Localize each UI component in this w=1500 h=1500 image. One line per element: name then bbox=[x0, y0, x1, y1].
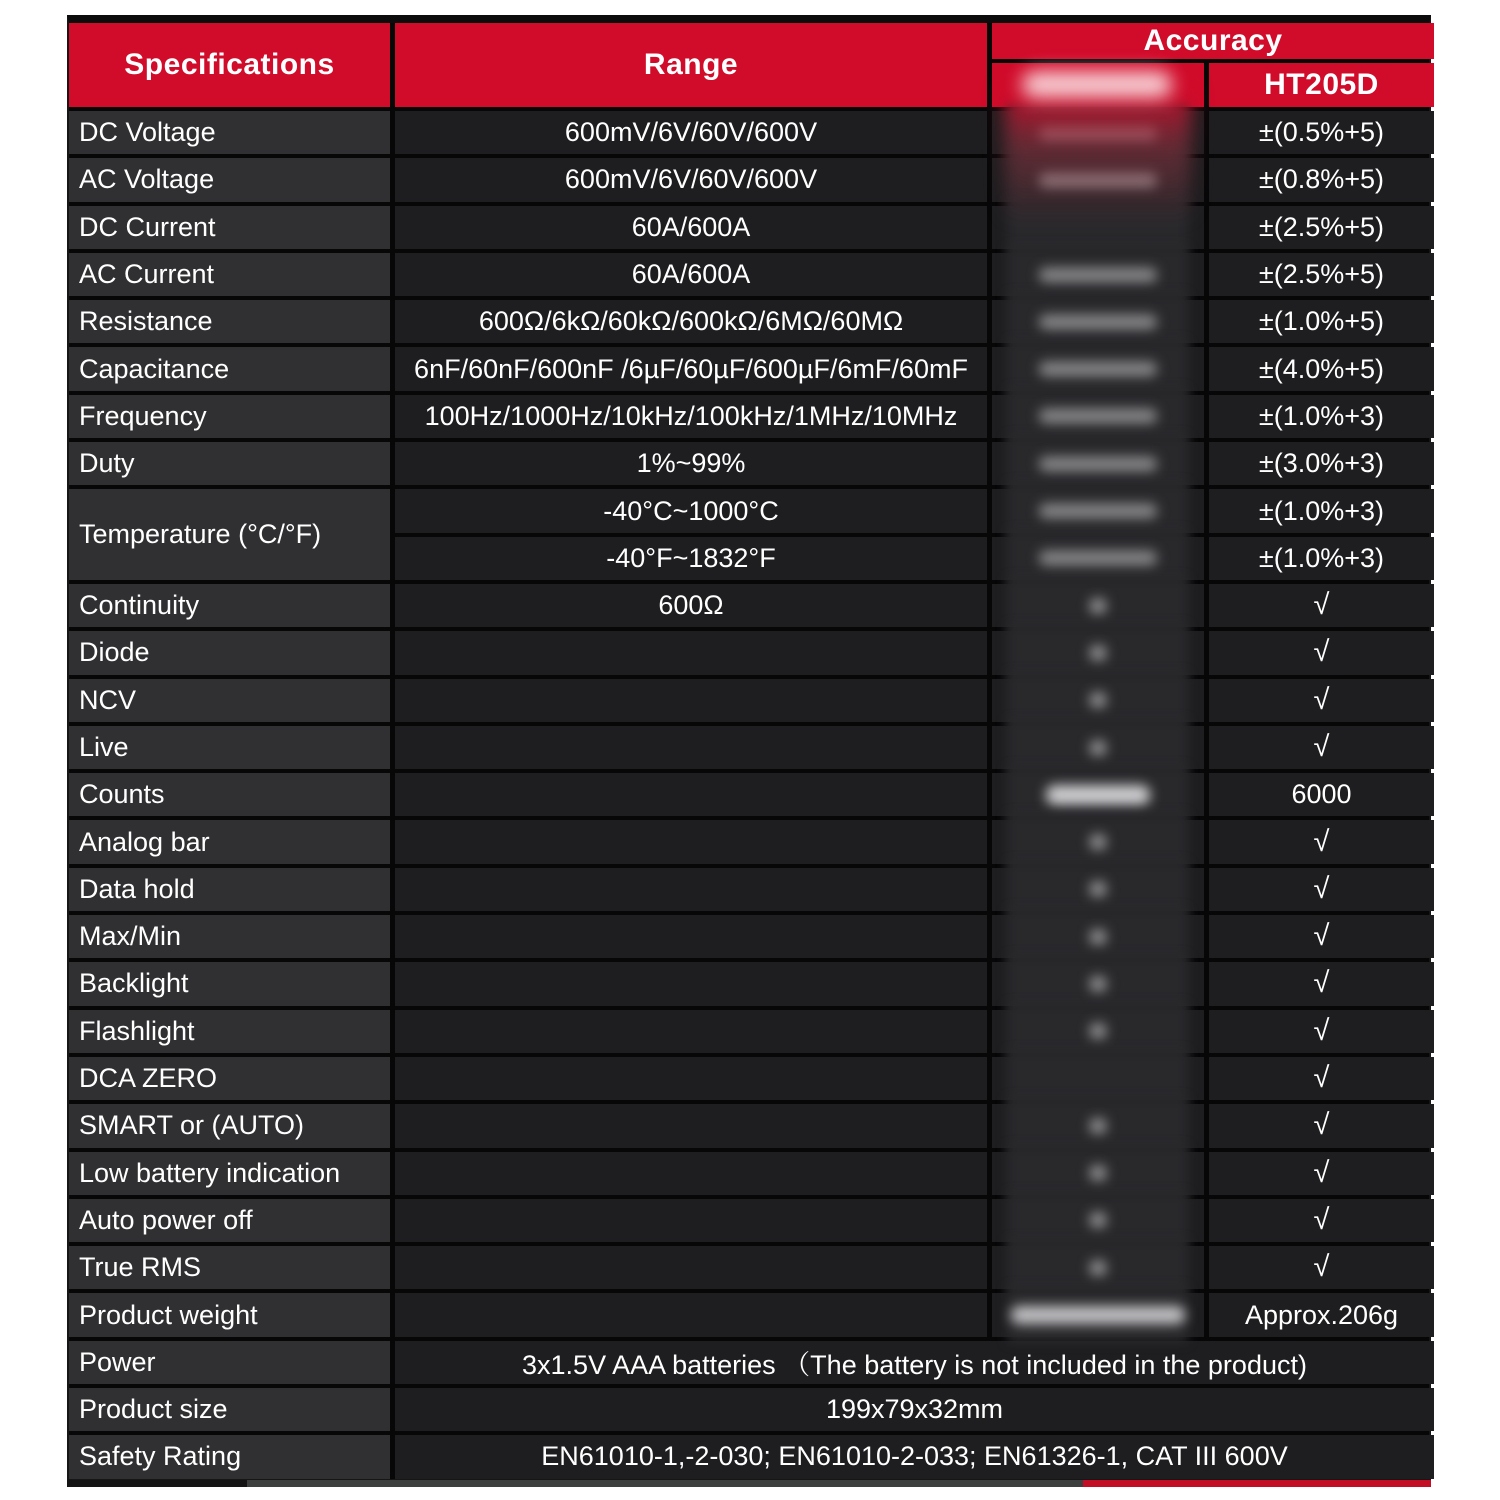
redacted-cell bbox=[992, 773, 1204, 816]
full-span-value-cell-text: 199x79x32mm bbox=[825, 1394, 1004, 1425]
accuracy-value-cell-text: √ bbox=[1313, 825, 1330, 858]
accuracy-value-cell bbox=[1209, 868, 1434, 911]
redacted-cell bbox=[992, 1246, 1204, 1289]
accuracy-value-cell bbox=[1209, 679, 1434, 722]
redacted-blob bbox=[1090, 976, 1106, 991]
spec-label-cell-text: True RMS bbox=[79, 1252, 202, 1283]
accuracy-value-cell bbox=[1209, 1010, 1434, 1053]
redacted-blob bbox=[1039, 551, 1157, 566]
spec-label-cell-text: Temperature (°C/°F) bbox=[79, 519, 322, 550]
range-cell bbox=[395, 679, 987, 722]
accuracy-value-cell-text: √ bbox=[1313, 731, 1330, 763]
accuracy-value-cell bbox=[1209, 111, 1434, 154]
spec-label-cell bbox=[69, 489, 390, 580]
accuracy-value-cell bbox=[1209, 1152, 1434, 1195]
range-cell-text: 600Ω bbox=[658, 590, 724, 621]
redacted-cell bbox=[992, 158, 1204, 201]
full-span-value-cell-text: 3x1.5V AAA batteries （The battery is not included in the product) bbox=[522, 1349, 1307, 1380]
spec-label-cell-text: Diode bbox=[79, 637, 150, 668]
full-span-value-cell bbox=[395, 1388, 1434, 1431]
header-specifications: Specifications bbox=[69, 23, 390, 107]
spec-label-cell-text: Live bbox=[79, 732, 129, 762]
redacted-blob bbox=[1046, 785, 1150, 805]
spec-label-cell bbox=[69, 868, 390, 911]
spec-label-cell-text: Product size bbox=[79, 1394, 228, 1425]
header-model-redacted bbox=[992, 63, 1204, 107]
accuracy-value-cell-text: √ bbox=[1313, 683, 1330, 716]
redacted-cell bbox=[992, 962, 1204, 1005]
range-cell-text: 600Ω/6kΩ/60kΩ/600kΩ/6MΩ/60MΩ bbox=[478, 306, 904, 337]
redacted-cell bbox=[992, 1104, 1204, 1147]
spec-label-cell bbox=[69, 253, 390, 296]
range-cell bbox=[395, 442, 987, 485]
range-cell-text: 1%~99% bbox=[636, 448, 746, 479]
spec-label-cell bbox=[69, 347, 390, 390]
redacted-blob bbox=[1090, 1118, 1106, 1133]
redacted-cell bbox=[992, 253, 1204, 296]
spec-label-cell-text: Frequency bbox=[79, 400, 207, 431]
redacted-cell bbox=[992, 442, 1204, 485]
spec-label-cell bbox=[69, 158, 390, 201]
accuracy-value-cell bbox=[1209, 1246, 1434, 1289]
redacted-blob bbox=[1090, 1260, 1106, 1275]
accuracy-value-cell-text: √ bbox=[1313, 636, 1330, 669]
redacted-cell bbox=[992, 206, 1204, 249]
range-cell bbox=[395, 915, 987, 958]
accuracy-value-cell-text: ±(1.0%+3) bbox=[1258, 400, 1385, 431]
full-span-value-cell bbox=[395, 1341, 1434, 1384]
accuracy-value-cell-text: √ bbox=[1313, 872, 1330, 905]
spec-table bbox=[67, 15, 1431, 1481]
spec-label-cell-text: Data hold bbox=[79, 873, 195, 904]
accuracy-value-cell-text: √ bbox=[1313, 967, 1330, 1000]
spec-label-cell-text: Continuity bbox=[79, 590, 200, 621]
range-cell bbox=[395, 253, 987, 296]
range-cell bbox=[395, 1010, 987, 1053]
spec-label-cell bbox=[69, 206, 390, 249]
accuracy-value-cell bbox=[1209, 820, 1434, 863]
accuracy-value-cell-text: Approx.206g bbox=[1244, 1299, 1399, 1330]
range-cell-text: -40°C~1000°C bbox=[603, 495, 779, 526]
accuracy-value-cell-text: √ bbox=[1313, 1156, 1330, 1189]
range-cell bbox=[395, 489, 987, 532]
redacted-cell bbox=[992, 584, 1204, 627]
spec-label-cell-text: Auto power off bbox=[79, 1204, 253, 1235]
redacted-blob bbox=[1090, 929, 1106, 944]
accuracy-value-cell bbox=[1209, 395, 1434, 438]
spec-label-cell bbox=[69, 679, 390, 722]
accuracy-value-cell-text: ±(2.5%+5) bbox=[1258, 211, 1385, 242]
redacted-cell bbox=[992, 915, 1204, 958]
accuracy-value-cell bbox=[1209, 1293, 1434, 1336]
accuracy-value-cell-text: √ bbox=[1313, 1251, 1330, 1284]
spec-label-cell bbox=[69, 1010, 390, 1053]
spec-label-cell-text: Power bbox=[79, 1346, 156, 1377]
range-cell bbox=[395, 395, 987, 438]
spec-label-cell bbox=[69, 1057, 390, 1100]
redacted-blob bbox=[1039, 314, 1157, 329]
accuracy-value-cell bbox=[1209, 1104, 1434, 1147]
accuracy-value-cell bbox=[1209, 347, 1434, 390]
accuracy-value-cell bbox=[1209, 726, 1434, 769]
range-cell bbox=[395, 206, 987, 249]
spec-label-cell bbox=[69, 1388, 390, 1431]
bottom-strip-red-segment bbox=[1083, 1480, 1431, 1487]
accuracy-value-cell-text: ±(0.8%+5) bbox=[1258, 164, 1385, 195]
spec-label-cell-text: Duty bbox=[79, 448, 135, 479]
spec-label-cell-text: DCA ZERO bbox=[79, 1063, 218, 1094]
redacted-blob bbox=[1090, 1213, 1106, 1228]
accuracy-value-cell-text: √ bbox=[1313, 1014, 1330, 1047]
range-cell bbox=[395, 111, 987, 154]
redacted-cell bbox=[992, 1152, 1204, 1195]
spec-label-cell bbox=[69, 915, 390, 958]
spec-label-cell-text: AC Current bbox=[79, 259, 215, 290]
spec-label-cell-text: Flashlight bbox=[79, 1015, 195, 1046]
range-cell-text: 60A/600A bbox=[631, 259, 751, 290]
redacted-cell bbox=[992, 1057, 1204, 1100]
range-cell-text: 100Hz/1000Hz/10kHz/100kHz/1MHz/10MHz bbox=[424, 400, 958, 431]
spec-label-cell bbox=[69, 1293, 390, 1336]
range-cell bbox=[395, 584, 987, 627]
redacted-blob bbox=[1090, 740, 1106, 755]
spec-label-cell-text: AC Voltage bbox=[79, 164, 215, 195]
redacted-blob bbox=[1039, 456, 1157, 471]
spec-label-cell bbox=[69, 1104, 390, 1147]
redacted-cell bbox=[992, 1293, 1204, 1336]
redacted-cell bbox=[992, 726, 1204, 769]
range-cell bbox=[395, 1199, 987, 1242]
spec-label-cell bbox=[69, 962, 390, 1005]
spec-label-cell-text: Safety Rating bbox=[79, 1441, 242, 1472]
spec-label-cell-text: Resistance bbox=[79, 306, 213, 337]
redacted-blob bbox=[1039, 362, 1157, 377]
accuracy-value-cell bbox=[1209, 631, 1434, 674]
redacted-blob bbox=[1090, 598, 1106, 613]
redacted-model-name-blob bbox=[1022, 71, 1172, 98]
redacted-cell bbox=[992, 347, 1204, 390]
accuracy-value-cell bbox=[1209, 1199, 1434, 1242]
spec-label-cell-text: SMART or (AUTO) bbox=[79, 1110, 305, 1141]
accuracy-value-cell bbox=[1209, 584, 1434, 627]
accuracy-value-cell bbox=[1209, 206, 1434, 249]
redacted-blob bbox=[1090, 1024, 1106, 1039]
redacted-blob bbox=[1039, 409, 1157, 424]
full-span-value-cell-text: EN61010-1,-2-030; EN61010-2-033; EN61326-1, CAT III 600V bbox=[541, 1441, 1288, 1472]
spec-label-cell bbox=[69, 300, 390, 343]
range-cell bbox=[395, 158, 987, 201]
accuracy-value-cell-text: ±(1.0%+5) bbox=[1258, 306, 1385, 337]
header-accuracy: Accuracy bbox=[992, 23, 1434, 59]
redacted-blob bbox=[1039, 504, 1157, 519]
accuracy-value-cell bbox=[1209, 962, 1434, 1005]
spec-label-cell bbox=[69, 1435, 390, 1478]
spec-label-cell bbox=[69, 1199, 390, 1242]
redacted-cell bbox=[992, 300, 1204, 343]
accuracy-value-cell-text: 6000 bbox=[1291, 779, 1352, 810]
range-cell bbox=[395, 1293, 987, 1336]
spec-label-cell bbox=[69, 1152, 390, 1195]
spec-label-cell-text: Capacitance bbox=[79, 353, 230, 384]
range-cell-text: 600mV/6V/60V/600V bbox=[564, 164, 818, 195]
spec-label-cell-text: Max/Min bbox=[79, 921, 182, 952]
range-cell bbox=[395, 347, 987, 390]
redacted-blob bbox=[1039, 125, 1157, 140]
spec-label-cell-text: Backlight bbox=[79, 968, 189, 999]
accuracy-value-cell bbox=[1209, 253, 1434, 296]
redacted-cell bbox=[992, 679, 1204, 722]
redacted-blob bbox=[1039, 267, 1157, 282]
accuracy-value-cell-text: √ bbox=[1313, 1109, 1330, 1142]
range-cell bbox=[395, 1057, 987, 1100]
spec-label-cell bbox=[69, 726, 390, 769]
redacted-cell bbox=[992, 631, 1204, 674]
accuracy-value-cell-text: √ bbox=[1313, 1062, 1330, 1095]
range-cell bbox=[395, 726, 987, 769]
spec-label-cell-text: NCV bbox=[79, 684, 137, 715]
bottom-strip-gray-segment bbox=[247, 1480, 1083, 1487]
range-cell bbox=[395, 631, 987, 674]
full-span-value-cell bbox=[395, 1435, 1434, 1478]
redacted-cell bbox=[992, 537, 1204, 580]
range-cell-text: -40°F~1832°F bbox=[606, 542, 776, 573]
spec-label-cell-text: DC Current bbox=[79, 211, 216, 242]
spec-label-cell-text: Counts bbox=[79, 779, 165, 810]
range-cell bbox=[395, 1104, 987, 1147]
spec-label-cell bbox=[69, 1246, 390, 1289]
accuracy-value-cell-text: ±(0.5%+5) bbox=[1258, 117, 1385, 148]
redacted-cell bbox=[992, 1199, 1204, 1242]
redacted-cell bbox=[992, 1010, 1204, 1053]
accuracy-value-cell bbox=[1209, 489, 1434, 532]
range-cell-text: 6nF/60nF/600nF /6µF/60µF/600µF/6mF/60mF bbox=[414, 353, 968, 384]
redacted-cell bbox=[992, 820, 1204, 863]
spec-label-cell-text: Analog bar bbox=[79, 826, 210, 857]
spec-label-cell bbox=[69, 395, 390, 438]
range-cell bbox=[395, 300, 987, 343]
range-cell bbox=[395, 537, 987, 580]
bottom-strip bbox=[67, 1480, 1431, 1487]
spec-label-cell bbox=[69, 820, 390, 863]
range-cell bbox=[395, 820, 987, 863]
header-model-ht205d: HT205D bbox=[1209, 63, 1434, 107]
accuracy-value-cell bbox=[1209, 1057, 1434, 1100]
spec-label-cell bbox=[69, 111, 390, 154]
range-cell bbox=[395, 773, 987, 816]
redacted-blob bbox=[1011, 1306, 1185, 1324]
redacted-cell bbox=[992, 489, 1204, 532]
header-range: Range bbox=[395, 23, 987, 107]
accuracy-value-cell bbox=[1209, 537, 1434, 580]
spec-label-cell bbox=[69, 631, 390, 674]
bottom-strip-dark-segment bbox=[67, 1480, 247, 1487]
accuracy-value-cell-text: ±(1.0%+3) bbox=[1258, 495, 1385, 526]
spec-label-cell bbox=[69, 773, 390, 816]
accuracy-value-cell-text: ±(1.0%+3) bbox=[1258, 542, 1385, 573]
redacted-blob bbox=[1090, 835, 1106, 850]
accuracy-value-cell bbox=[1209, 915, 1434, 958]
accuracy-value-cell bbox=[1209, 773, 1434, 816]
redacted-cell bbox=[992, 111, 1204, 154]
spec-label-cell-text: Product weight bbox=[79, 1299, 258, 1330]
spec-label-cell bbox=[69, 442, 390, 485]
redacted-blob bbox=[1090, 645, 1106, 660]
accuracy-value-cell-text: ±(4.0%+5) bbox=[1258, 353, 1385, 384]
spec-label-cell-text: DC Voltage bbox=[79, 117, 216, 148]
spec-label-cell bbox=[69, 1341, 390, 1384]
redacted-blob bbox=[1090, 693, 1106, 708]
spec-label-cell-text: Low battery indication bbox=[79, 1157, 341, 1188]
redacted-blob bbox=[1090, 882, 1106, 897]
redacted-blob bbox=[1039, 172, 1157, 187]
range-cell-text: 600mV/6V/60V/600V bbox=[564, 117, 818, 148]
redacted-cell bbox=[992, 868, 1204, 911]
range-cell bbox=[395, 868, 987, 911]
range-cell bbox=[395, 1246, 987, 1289]
spec-label-cell bbox=[69, 584, 390, 627]
accuracy-value-cell-text: ±(3.0%+3) bbox=[1258, 448, 1385, 479]
range-cell-text: 60A/600A bbox=[631, 211, 751, 242]
range-cell bbox=[395, 962, 987, 1005]
redacted-blob bbox=[1090, 1166, 1106, 1181]
accuracy-value-cell bbox=[1209, 300, 1434, 343]
accuracy-value-cell-text: √ bbox=[1313, 920, 1330, 953]
accuracy-value-cell-text: ±(2.5%+5) bbox=[1258, 259, 1385, 290]
accuracy-value-cell-text: √ bbox=[1313, 589, 1330, 622]
range-cell bbox=[395, 1152, 987, 1195]
accuracy-value-cell bbox=[1209, 442, 1434, 485]
accuracy-value-cell bbox=[1209, 158, 1434, 201]
accuracy-value-cell-text: √ bbox=[1313, 1203, 1330, 1236]
redacted-cell bbox=[992, 395, 1204, 438]
